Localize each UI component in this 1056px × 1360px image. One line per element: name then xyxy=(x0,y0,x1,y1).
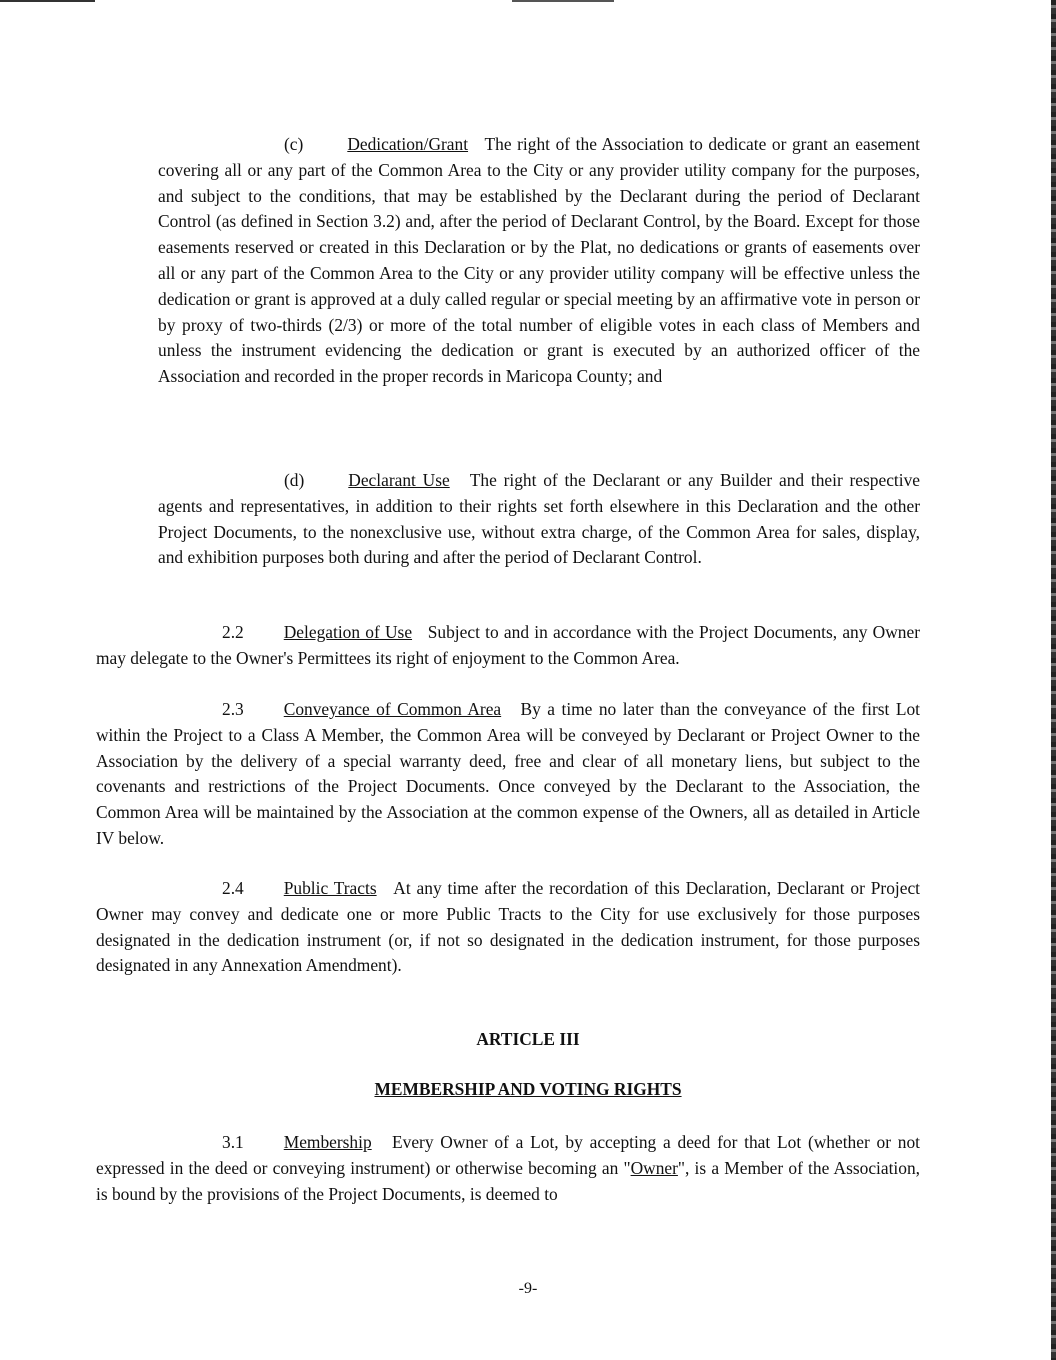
section-text: Subject to and in accordance with the Project Documents, any Owner may delegate to the Owner's Permittees its right of enjoyment to the Common Area. xyxy=(96,622,920,668)
section-2-4 xyxy=(96,876,920,979)
paragraph-text: The right of the Declarant or any Builder and their respective agents and representatives, in addition to their rights set forth elsewhere in this Declaration and the other Project Documents, to the nonexclusive use, without extra charge, of the Common Area for sales, display, and exhibition purposes both during and after the period of Declarant Control. xyxy=(158,470,921,568)
section-number: 2.4 xyxy=(222,878,244,898)
section-title: Conveyance of Common Area xyxy=(283,699,502,719)
section-number: 3.1 xyxy=(222,1132,244,1152)
section-text: At any time after the recordation of this Declaration, Declarant or Project Owner may convey and dedicate one or more Public Tracts to the City for use exclusively for those purposes designated in the dedication instrument (or, if not so designated in the dedication instrument, for those purposes designated in any Annexation Amendment). xyxy=(96,878,920,976)
section-number: 2.3 xyxy=(222,699,244,719)
paragraph-d xyxy=(158,468,920,571)
section-2-2 xyxy=(96,620,920,672)
paragraph-number: (c) xyxy=(284,134,304,154)
article-label: ARTICLE III xyxy=(476,1029,580,1049)
scan-edge-mark xyxy=(0,0,95,2)
section-title: Delegation of Use xyxy=(283,622,413,642)
section-text: Every Owner of a Lot, by accepting a deed for that Lot (whether or not expressed in the deed or conveying instrument) or otherwise becoming an " xyxy=(96,1132,921,1178)
section-number: 2.2 xyxy=(222,622,244,642)
section-title: Public Tracts xyxy=(283,878,377,898)
paragraph-title: Dedication/Grant xyxy=(347,134,469,154)
section-title: Membership xyxy=(283,1132,372,1152)
section-2-3 xyxy=(96,697,920,852)
paragraph-c xyxy=(158,132,920,390)
scan-edge-mark xyxy=(1051,0,1056,1360)
section-text: By a time no later than the conveyance of the first Lot within the Project to a Class A Member, the Common Area will be conveyed by Declarant or Project Owner to the Association by the delivery of a special warranty deed, free and clear of all monetary liens, but subject to the covenants and restrictions of the Project Documents. Once conveyed by the Declarant to the Association, the Common Area will be maintained by the Association at the common expense of the Owners, all as detailed in Article IV below. xyxy=(96,699,920,848)
page-number: -9- xyxy=(518,1280,538,1297)
section-text-continued: ", is a Member of the Association, is bound by the provisions of the Project Documents, is deemed to xyxy=(96,1157,920,1204)
defined-term: Owner xyxy=(630,1157,678,1178)
paragraph-number: (d) xyxy=(284,470,305,490)
paragraph-text: The right of the Association to dedicate or grant an easement covering all or any part of the Common Area to the City or any provider utility company for the purposes, and subject to the conditions, that may be established by the Declarant during the period of Declarant Control (as defined in Section 3.2) and, after the period of Declarant Control, by the Board. Except for those easements reserved or created in this Declaration or by the Plat, no dedications or grants of easements over all or any part of the Common Area to the City or any provider utility company will be effective unless the dedication or grant is approved at a duly called regular or special meeting by an affirmative vote in person or by proxy of two-thirds (2/3) or more of the total number of eligible votes in each class of Members and unless the instrument evidencing the dedication or grant is executed by an authorized officer of the Association and recorded in the proper records in Maricopa County; and xyxy=(158,134,920,387)
scan-edge-mark xyxy=(512,0,614,2)
paragraph-title: Declarant Use xyxy=(348,470,450,490)
article-title: MEMBERSHIP AND VOTING RIGHTS xyxy=(374,1079,682,1099)
section-3-1 xyxy=(96,1130,920,1207)
